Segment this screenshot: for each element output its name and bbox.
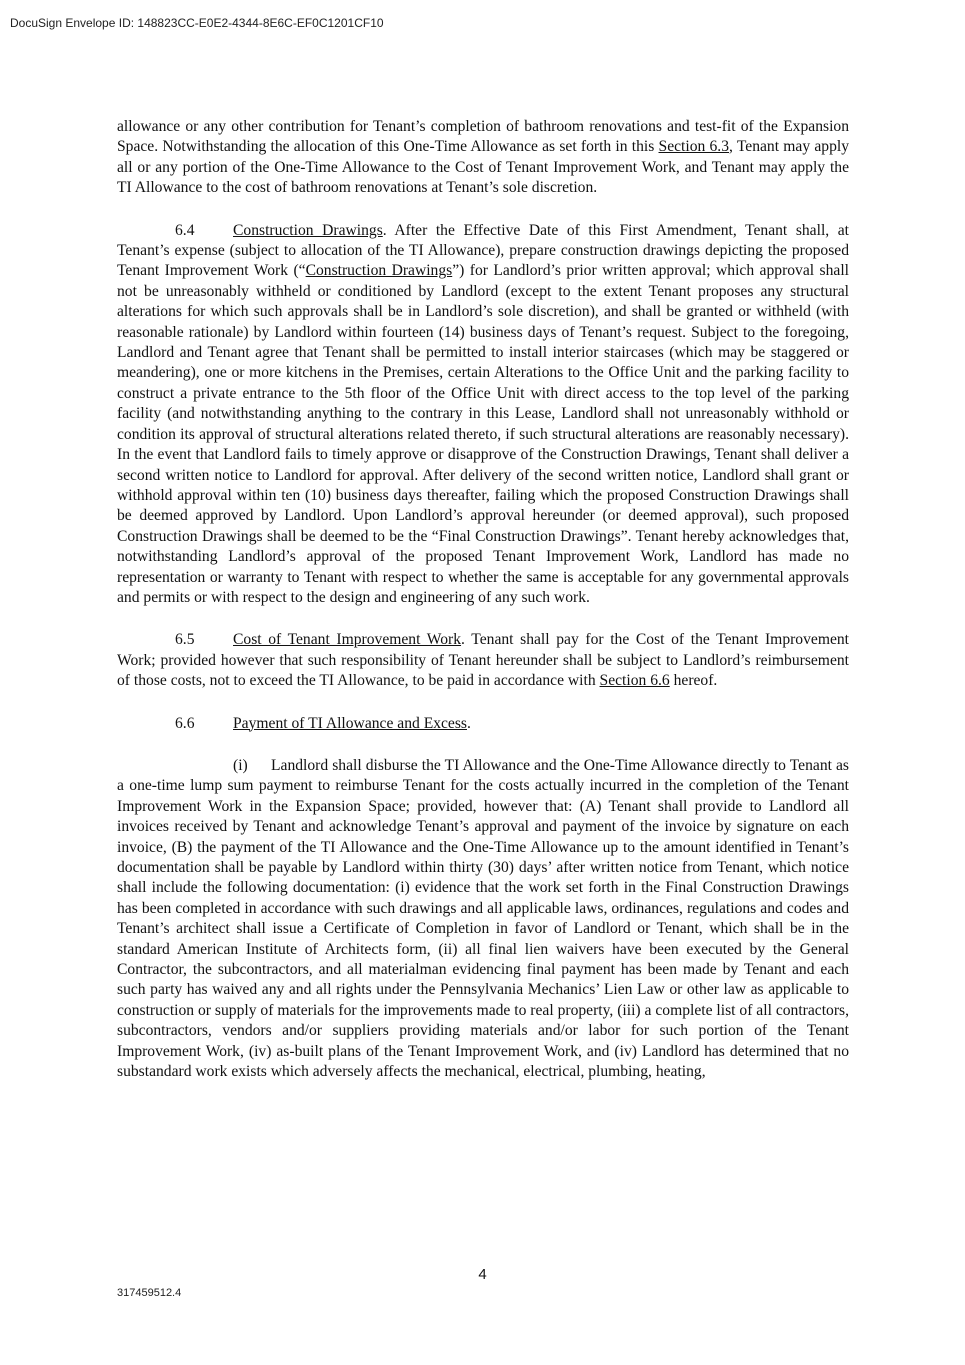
paragraph-text: ”) for Landlord’s prior written approval; which approval shall not be unreasonably withheld or conditioned by Landlord (except to the extent Tenant proposes any structural alterations for which such approvals shall be in Landlord’s sole discretion), and shall be granted or withheld (with reasonable rationale) by Landlord within fourteen (14) business days of Tenant’s request. Subject to the foregoing, Landlord and Tenant agree that Tenant shall be permitted to install interior staircases (which may be staggered or meandering), one or more kitchens in the Premises, certain Alterations to the Office Unit and the parking facility to construct a private entrance to the 5th floor of the Office Unit with direct access to the top level of the parking facility (and notwithstanding anything to the contrary in this Lease, Landlord shall not unreasonably withhold or condition its approval of structural alterations related thereto, if such structural alterations are reasonably necessary). In the event that Landlord fails to timely approve or disapprove of the Construction Drawings, Tenant shall deliver a second written notice to Landlord for approval. After delivery of the second written notice, Landlord shall grant or withhold approval within ten (10) business days thereafter, failing which the proposed Construction Drawings shall be deemed approved by Landlord. Upon Landlord’s approval hereunder (or deemed approval), such proposed Construction Drawings shall be deemed to be the “Final Construction Drawings”. Tenant hereby acknowledges that, notwithstanding Landlord’s approval of the proposed Tenant Improvement Work, Landlord has made no representation or warranty to Tenant with respect to whether the same is acceptable for any governmental approvals and permits or with respect to the design and engineering of any such work. [117, 262, 849, 606]
section-number: 6.5 [175, 631, 195, 649]
paragraph-text: Landlord shall disburse the TI Allowance and the One-Time Allowance directly to Tenant as a one-time lump sum payment to reimburse Tenant for the costs actually incurred in the completion of the Tenant Improvement Work in the Expansion Space; provided, however that: (A) Tenant shall provide to Landlord all invoices received by Tenant and acknowledge Tenant’s approval and payment of the invoice by signature on each invoice, (B) the payment of the TI Allowance and the One-Time Allowance up to the amount identified in Tenant’s documentation shall be payable by Landlord within thirty (30) days’ after written notice from Tenant, which notice shall include the following documentation: (i) evidence that the work set forth in the Final Construction Drawings has been completed in accordance with such drawings and all applicable laws, ordinances, regulations and codes and Tenant’s architect shall issue a Certificate of Completion in favor of Landlord or Tenant, which shall be in the standard American Institute of Architects form, (ii) all final lien waivers have been executed by the General Contractor, the subcontractors, and all materialman evidencing final payment has been made by Tenant and each such party has waived any and all rights under the Pennsylvania Mechanics’ Lien Law or other law as applicable to construction or supply of materials for the improvements made to real property, (iii) a complete list of all contractors, subcontractors, vendors and/or suppliers providing materials and/or labor for such portion of the Tenant Improvement Work, (iv) as-built plans of the Tenant Improvement Work, and (iv) Landlord has determined that no substandard work exists which adversely affects the mechanical, electrical, plumbing, heating, [117, 756, 849, 1081]
paragraph-text: . [467, 714, 471, 732]
envelope-id: DocuSign Envelope ID: 148823CC-E0E2-4344-8E6C-EF0C1201CF10 [10, 16, 384, 30]
subsection-6-6-i [117, 756, 849, 1083]
paragraph-text: . After the Effective Date of this First Amendment, Tenant shall, at Tenant’s expense (subject to allocation of the TI Allowance), prepare construction drawings depicting the proposed Tenant Improvement Work (“ [117, 221, 849, 280]
section-heading: Construction Drawings [233, 221, 383, 239]
section-heading: Payment of TI Allowance and Excess [233, 714, 467, 732]
section-reference: Section 6.6 [599, 672, 670, 690]
section-number: 6.6 [175, 714, 195, 732]
document-id: 317459512.4 [117, 1287, 182, 1299]
paragraph-text: , Tenant may apply all or any portion of the One-Time Allowance to the Cost of Tenant Improvement Work, and Tenant may apply the TI Allowance to the cost of bathroom renovations at Tenant’s sole discretion. [117, 138, 849, 197]
section-heading: Cost of Tenant Improvement Work [233, 631, 462, 649]
section-6-6 [117, 714, 849, 734]
paragraph-text: . Tenant shall pay for the Cost of the Tenant Improvement Work; provided however that such responsibility of Tenant hereunder shall be subject to Landlord’s reimbursement of those costs, not to exceed the TI Allowance, to be paid in accordance with [117, 631, 849, 690]
section-6-5 [117, 630, 849, 691]
defined-term: Construction Drawings [305, 262, 453, 280]
subsection-number: (i) [233, 756, 248, 774]
paragraph-text: allowance or any other contribution for Tenant’s completion of bathroom renovations and test-fit of the Expansion Space. Notwithstanding the allocation of this One-Time Allowance as set forth in this [117, 118, 849, 156]
section-number: 6.4 [175, 221, 195, 239]
page-number: 4 [478, 1266, 487, 1283]
section-6-4 [117, 221, 849, 609]
document-body [117, 117, 849, 1082]
paragraph-continuation [117, 117, 849, 199]
paragraph-text: hereof. [669, 672, 718, 690]
section-reference: Section 6.3 [658, 138, 730, 156]
